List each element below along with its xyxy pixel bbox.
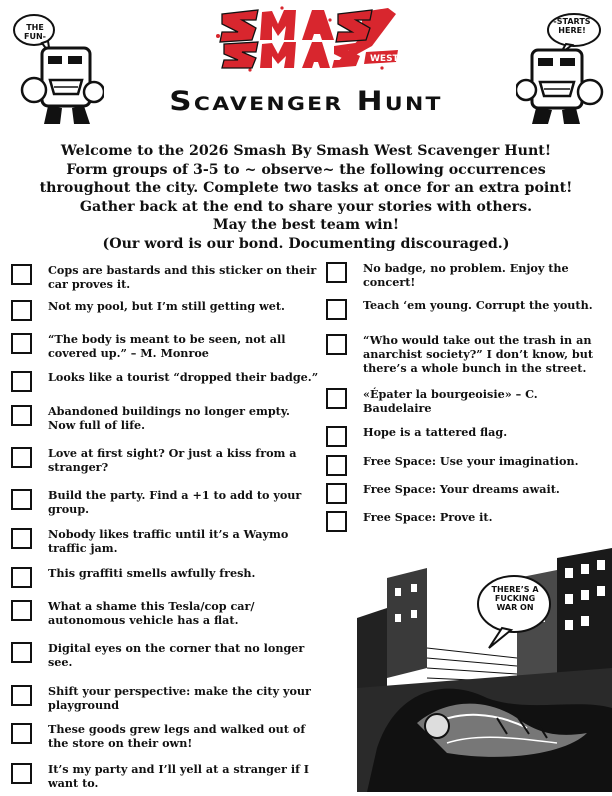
checklist-item-line: Nobody likes traffic until it’s a Waymo [48,527,289,541]
checkbox[interactable] [11,264,32,285]
checklist-item-text [48,370,318,384]
checklist-item-text [363,425,507,439]
checklist-item-line: there’s a whole bunch in the street. [363,361,587,375]
intro-line: Form groups of 3-5 to ~ observe~ the following occurrences [66,161,546,178]
street-illustration [357,548,612,792]
checklist-item-line: Cops are bastards and this sticker on their [48,263,317,277]
checklist-item-text [363,261,569,289]
checklist-item-line: stranger? [48,460,109,474]
checklist-item-text [363,387,538,415]
checklist-item-text [48,599,255,627]
intro-line: throughout the city. Complete two tasks at once for an extra point! [39,180,573,196]
checklist-item-text [48,332,285,360]
checklist-item-line: see. [48,655,73,669]
checklist-item-line: Baudelaire [363,401,432,415]
checklist-item-line: anarchist society?” I don’t know, but [363,347,594,361]
checklist-item-line: playground [48,698,120,712]
checkbox[interactable] [326,388,347,409]
checkbox[interactable] [11,405,32,426]
checklist-item-text [48,722,305,750]
checklist-item-line: This graffiti smells awfully fresh. [48,566,256,580]
checkbox[interactable] [11,685,32,706]
checkbox[interactable] [11,723,32,744]
checklist-item-line: Looks like a tourist “dropped their badge.” [48,370,319,384]
checkbox[interactable] [11,528,32,549]
checklist-item-line: want to. [48,776,99,790]
checkbox[interactable] [11,333,32,354]
checklist-item-text [363,333,593,375]
checklist-item-text [48,566,255,580]
checklist-item-line: autonomous vehicle has a flat. [48,613,239,627]
checklist-item-text [48,488,301,516]
checklist-item-line: It’s my party and I’ll yell at a stranger if I [48,762,310,776]
checkbox[interactable] [11,447,32,468]
checklist-item-text [48,404,290,432]
checkbox[interactable] [326,334,347,355]
left-bubble-text: THE FUN- [24,23,46,41]
intro-line: May the best team win! [212,217,400,233]
checkbox[interactable] [11,371,32,392]
checkbox[interactable] [11,763,32,784]
intro-line: Welcome to the 2026 Smash By Smash West Scavenger Hunt! [60,143,552,159]
checklist-item-line: “Who would take out the trash in an [363,333,592,347]
checkbox[interactable] [326,511,347,532]
checklist-item-line: Free Space: Use your imagination. [363,454,579,468]
checkbox[interactable] [11,600,32,621]
checklist-item-text [363,482,560,496]
checkbox[interactable] [326,455,347,476]
checkbox[interactable] [11,300,32,321]
checklist-item-line: Hope is a tattered flag. [363,425,508,439]
smash-by-smash-west-logo [212,6,402,72]
intro-line: Gather back at the end to share your stories with others. [79,198,533,215]
checklist-item-line: covered up.” – M. Monroe [48,346,209,360]
checklist-item-text [48,641,304,669]
checklist-item-line: concert! [363,275,416,289]
right-bubble-text: -STARTS HERE! [553,17,591,35]
intro-text [20,142,592,253]
illustration-bubble-text: THERE’S A FUCKING WAR ON [491,585,539,612]
checklist-item-line: the store on their own! [48,736,193,750]
checkbox[interactable] [326,262,347,283]
checklist-item-line: No badge, no problem. Enjoy the [363,261,569,275]
checklist-item-line: Digital eyes on the corner that no longer [48,641,305,655]
checkbox[interactable] [11,642,32,663]
checkbox[interactable] [11,567,32,588]
checklist-item-line: car proves it. [48,277,131,291]
checklist-item-text [48,527,288,555]
checklist-item-line: Now full of life. [48,418,146,432]
checklist-item-text [48,762,309,790]
checkbox[interactable] [11,489,32,510]
checklist-item-line: These goods grew legs and walked out of [48,722,306,736]
checklist-item-line: “The body is meant to be seen, not all [48,332,286,346]
intro-line: (Our word is our bond. Documenting discouraged.) [102,235,510,252]
checklist-item-text [48,684,311,712]
checklist-item-line: «Épater la bourgeoisie» – C. [363,387,538,401]
checklist-item-line: Free Space: Your dreams await. [363,482,560,496]
checklist-item-line: Free Space: Prove it. [363,510,493,524]
checklist-item-line: What a shame this Tesla/cop car/ [48,599,255,613]
checklist-item-text [48,299,285,313]
checklist-item-line: Love at first sight? Or just a kiss from a [48,446,297,460]
checklist-item-text [363,298,593,312]
checklist-item-line: group. [48,502,90,516]
checkbox[interactable] [326,299,347,320]
checklist-item-line: Shift your perspective: make the city your [48,684,311,698]
checklist-item-text [48,446,297,474]
checklist-item-line: Build the party. Find a +1 to add to your [48,488,302,502]
checklist-item-line: Not my pool, but I’m still getting wet. [48,299,285,313]
page-title: Scavenger Hunt [169,86,443,117]
checkbox[interactable] [326,426,347,447]
checklist-item-text [48,263,316,291]
svg-text:WEST: WEST [370,54,399,64]
checklist-item-text [363,510,492,524]
checkbox[interactable] [326,483,347,504]
checklist-item-line: Teach ‘em young. Corrupt the youth. [363,298,593,312]
checklist-item-line: traffic jam. [48,541,118,555]
checklist-item-line: Abandoned buildings no longer empty. [48,404,290,418]
checklist-item-text [363,454,579,468]
